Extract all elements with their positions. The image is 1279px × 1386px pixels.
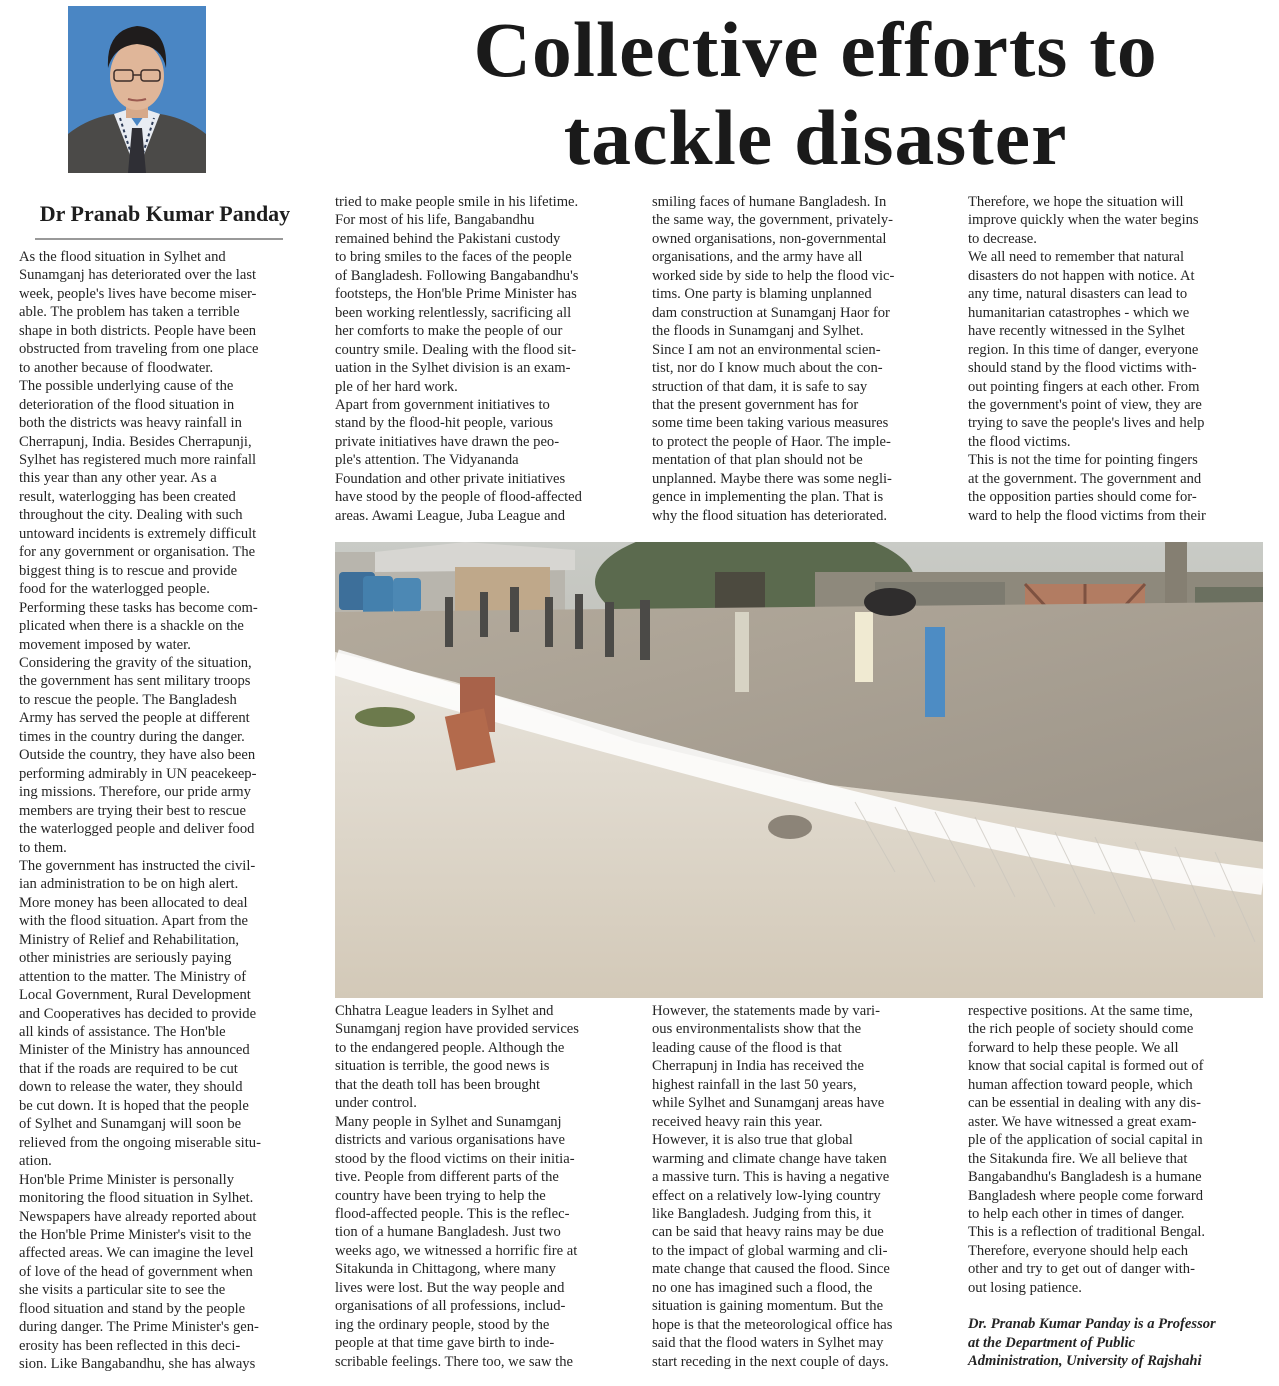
article-line: to bring smiles to the faces of the people bbox=[335, 249, 572, 266]
article-column-3-bottom bbox=[652, 1002, 952, 1371]
article-line: to another because of floodwater. bbox=[19, 359, 214, 376]
article-line: the government has sent military troops bbox=[19, 673, 251, 690]
byline-divider bbox=[35, 238, 283, 240]
article-line: to the impact of global warming and cli- bbox=[652, 1242, 888, 1259]
headline bbox=[326, 6, 1279, 182]
article-line: ing the ordinary people, stood by the bbox=[335, 1316, 550, 1333]
article-line: Sunamganj region have provided services bbox=[335, 1021, 579, 1038]
article-line: this year than any other year. As a bbox=[19, 470, 217, 487]
article-line: hope is that the meteorological office has bbox=[652, 1316, 893, 1333]
article-line: mentation of that plan should not be bbox=[652, 452, 863, 469]
article-line: performing admirably in UN peacekeep- bbox=[19, 765, 257, 782]
article-line: country smile. Dealing with the flood sit- bbox=[335, 341, 577, 358]
article-line: stood by the flood victims on their initia- bbox=[335, 1150, 575, 1167]
article-line: smiling faces of humane Bangladesh. In bbox=[652, 194, 887, 210]
article-line: However, the statements made by vari- bbox=[652, 1003, 880, 1019]
article-line: throughout the city. Dealing with such bbox=[19, 507, 243, 524]
article-line: Outside the country, they have also been bbox=[19, 747, 256, 764]
article-line: Minister of the Ministry has announced bbox=[19, 1042, 250, 1059]
article-line: aster. We have witnessed a great exam- bbox=[968, 1113, 1197, 1130]
article-line: owned organisations, non-governmental bbox=[652, 230, 887, 247]
article-line: at the government. The government and bbox=[968, 470, 1202, 487]
article-line: ward to help the flood victims from their bbox=[968, 507, 1206, 524]
article-line: Sitakunda in Chittagong, where many bbox=[335, 1261, 556, 1278]
article-line: the opposition parties should come for- bbox=[968, 489, 1197, 506]
article-line: the Hon'ble Prime Minister's visit to the bbox=[19, 1227, 252, 1244]
article-line: and Cooperatives has decided to provide bbox=[19, 1005, 257, 1022]
article-line: tist, nor do I know much about the con- bbox=[652, 360, 883, 377]
article-line: For most of his life, Bangabandhu bbox=[335, 212, 535, 229]
article-line: Bangabandhu's Bangladesh is a humane bbox=[968, 1169, 1202, 1186]
article-line: the government's point of view, they are bbox=[968, 396, 1202, 413]
article-line: improve quickly when the water begins bbox=[968, 212, 1199, 229]
article-line: both the districts was heavy rainfall in bbox=[19, 415, 242, 432]
article-line: flood-affected people. This is the reflec- bbox=[335, 1205, 570, 1222]
article-line: she visits a particular site to see the bbox=[19, 1282, 226, 1299]
article-line: Considering the gravity of the situation, bbox=[19, 654, 252, 671]
article-line: the waterlogged people and deliver food bbox=[19, 821, 255, 838]
article-line: stand by the flood-hit people, various bbox=[335, 415, 554, 432]
article-line: unplanned. Maybe there was some negli- bbox=[652, 470, 892, 487]
article-line: to the endangered people. Although the bbox=[335, 1039, 565, 1056]
article-line: week, people's lives have become miser- bbox=[19, 285, 257, 302]
article-line: Army has served the people at different bbox=[19, 710, 250, 727]
article-line: As the flood situation in Sylhet and bbox=[19, 249, 226, 265]
article-line: can be essential in dealing with any dis- bbox=[968, 1095, 1202, 1112]
credit-line: at the Department of Public bbox=[968, 1334, 1136, 1351]
article-line: why the flood situation has deteriorated. bbox=[652, 507, 888, 524]
credit-spacer bbox=[968, 1297, 1268, 1315]
article-line: Local Government, Rural Development bbox=[19, 987, 251, 1004]
article-line: ing missions. Therefore, our pride army bbox=[19, 784, 251, 801]
article-line: the Sitakunda fire. We all believe that bbox=[968, 1150, 1188, 1167]
article-line: Ministry of Relief and Rehabilitation, bbox=[19, 931, 240, 948]
article-line: start receding in the next couple of days. bbox=[652, 1353, 889, 1370]
article-line: struction of that dam, it is safe to say bbox=[652, 378, 868, 395]
article-column-2-bottom bbox=[335, 1002, 635, 1371]
article-line: sion. Like Bangabandhu, she has always bbox=[19, 1356, 256, 1373]
article-line: ple of the application of social capital in bbox=[968, 1132, 1203, 1149]
article-line: ple's attention. The Vidyananda bbox=[335, 452, 519, 469]
article-line: districts and various organisations have bbox=[335, 1132, 565, 1149]
article-line: can be said that heavy rains may be due bbox=[652, 1224, 884, 1241]
article-line: organisations of all professions, includ- bbox=[335, 1298, 566, 1315]
article-line: to help each other in times of danger. bbox=[968, 1205, 1185, 1222]
article-line: affected areas. We can imagine the level bbox=[19, 1245, 254, 1262]
article-line: Since I am not an environmental scien- bbox=[652, 341, 881, 358]
article-line: her comforts to make the people of our bbox=[335, 323, 563, 340]
article-line: Therefore, we hope the situation will bbox=[968, 194, 1184, 210]
article-line: Cherrapunj in India has received the bbox=[652, 1058, 864, 1075]
article-line: remained behind the Pakistani custody bbox=[335, 230, 561, 247]
article-line: untoward incidents is extremely difficult bbox=[19, 525, 257, 542]
article-line: movement imposed by water. bbox=[19, 636, 191, 653]
article-line: relieved from the ongoing miserable situ- bbox=[19, 1134, 261, 1151]
article-line: Chhatra League leaders in Sylhet and bbox=[335, 1003, 554, 1019]
article-column-4-bottom bbox=[968, 1002, 1268, 1371]
article-line: humanitarian catastrophes - which we bbox=[968, 304, 1190, 321]
article-line: leading cause of the flood is that bbox=[652, 1039, 842, 1056]
article-line: that if the roads are required to be cut bbox=[19, 1060, 238, 1077]
article-line: should stand by the flood victims with- bbox=[968, 360, 1197, 377]
article-line: Sylhet has registered much more rainfall bbox=[19, 451, 257, 468]
article-line: dam construction at Sunamganj Haor for bbox=[652, 304, 890, 321]
article-line: other and try to get out of danger with- bbox=[968, 1261, 1195, 1278]
article-line: Bangladesh where people come forward bbox=[968, 1187, 1204, 1204]
author-credit bbox=[968, 1315, 1268, 1370]
article-line: warming and climate change have taken bbox=[652, 1150, 887, 1167]
article-line: obstructed from traveling from one place bbox=[19, 341, 259, 358]
article-line: said that the flood waters in Sylhet may bbox=[652, 1335, 884, 1352]
article-line: out pointing fingers at each other. From bbox=[968, 378, 1200, 395]
article-line: result, waterlogging has been created bbox=[19, 488, 236, 505]
article-line: the same way, the government, privately- bbox=[652, 212, 893, 229]
article-line: mate change that caused the flood. Since bbox=[652, 1261, 890, 1278]
article-line: to protect the people of Haor. The imple- bbox=[652, 433, 891, 450]
article-line: down to release the water, they should bbox=[19, 1079, 243, 1096]
article-line: deterioration of the flood situation in bbox=[19, 396, 235, 413]
flood-street-photo-icon bbox=[335, 542, 1263, 998]
article-line: disasters do not happen with notice. At bbox=[968, 267, 1195, 284]
headline-line-2: tackle disaster bbox=[563, 94, 1068, 181]
article-line: human affection toward people, which bbox=[968, 1076, 1193, 1093]
article-line: More money has been allocated to deal bbox=[19, 894, 248, 911]
article-line: like Bangladesh. Judging from this, it bbox=[652, 1205, 872, 1222]
article-line: of Sylhet and Sunamganj will soon be bbox=[19, 1116, 242, 1133]
headline-line-1: Collective efforts to bbox=[473, 6, 1158, 93]
article-line: uation in the Sylhet division is an exam- bbox=[335, 360, 571, 377]
article-line: areas. Awami League, Juba League and bbox=[335, 507, 566, 524]
article-line: the floods in Sunamganj and Sylhet. bbox=[652, 323, 864, 340]
credit-line: Administration, University of Rajshahi bbox=[968, 1353, 1202, 1370]
author-portrait bbox=[68, 6, 206, 173]
article-line: out losing patience. bbox=[968, 1279, 1082, 1296]
article-line: This is a reflection of traditional Bengal. bbox=[968, 1224, 1206, 1241]
article-line: received heavy rain this year. bbox=[652, 1113, 823, 1130]
article-column-3-top bbox=[652, 193, 952, 525]
article-line: been working relentlessly, sacrificing all bbox=[335, 304, 572, 321]
article-line: Many people in Sylhet and Sunamganj bbox=[335, 1113, 562, 1130]
article-line: Hon'ble Prime Minister is personally bbox=[19, 1171, 235, 1188]
article-line: situation is gaining momentum. But the bbox=[652, 1298, 884, 1315]
article-line: erosity has been reflected in this deci- bbox=[19, 1337, 241, 1354]
article-line: that the present government has for bbox=[652, 396, 859, 413]
article-line: flood situation and stand by the people bbox=[19, 1300, 246, 1317]
article-line: region. In this time of danger, everyone bbox=[968, 341, 1199, 358]
article-line: be cut down. It is hoped that the people bbox=[19, 1097, 249, 1114]
article-line: private initiatives have drawn the peo- bbox=[335, 433, 560, 450]
article-line: to rescue the people. The Bangladesh bbox=[19, 691, 237, 708]
article-line: highest rainfall in the last 50 years, bbox=[652, 1076, 857, 1093]
article-line: no one has imagined such a flood, the bbox=[652, 1279, 873, 1296]
article-line: shape in both districts. People have been bbox=[19, 322, 257, 339]
article-line: worked side by side to help the flood vic- bbox=[652, 267, 895, 284]
article-line: members are trying their best to rescue bbox=[19, 802, 246, 819]
article-line: while Sylhet and Sunamganj areas have bbox=[652, 1095, 885, 1112]
article-column-4-top bbox=[968, 193, 1268, 525]
article-line: able. The problem has taken a terrible bbox=[19, 304, 240, 321]
article-line: of Bangladesh. Following Bangabandhu's bbox=[335, 267, 579, 284]
article-line: tive. People from different parts of the bbox=[335, 1169, 559, 1186]
article-line: other ministries are seriously paying bbox=[19, 950, 232, 967]
flood-photo bbox=[335, 542, 1263, 998]
article-line: The government has instructed the civil- bbox=[19, 857, 256, 874]
article-line: respective positions. At the same time, bbox=[968, 1003, 1193, 1019]
article-line: organisations, and the army have all bbox=[652, 249, 863, 266]
article-line: all kinds of assistance. The Hon'ble bbox=[19, 1024, 226, 1041]
article-line: Apart from government initiatives to bbox=[335, 396, 550, 413]
article-line: to decrease. bbox=[968, 230, 1037, 247]
article-line: any time, natural disasters can lead to bbox=[968, 286, 1188, 303]
article-line: that the death toll has been brought bbox=[335, 1076, 541, 1093]
author-byline: Dr Pranab Kumar Panday bbox=[39, 201, 291, 226]
article-line: of love of the head of government when bbox=[19, 1263, 253, 1280]
article-line: ple of her hard work. bbox=[335, 378, 458, 395]
article-line: food for the waterlogged people. bbox=[19, 581, 210, 598]
article-line: monitoring the flood situation in Sylhet. bbox=[19, 1190, 254, 1207]
article-line: Foundation and other private initiatives bbox=[335, 470, 566, 487]
article-line: This is not the time for pointing fingers bbox=[968, 452, 1198, 469]
article-line: have recently witnessed in the Sylhet bbox=[968, 323, 1185, 340]
article-line: situation is terrible, the good news is bbox=[335, 1058, 550, 1075]
article-line: forward to help these people. We all bbox=[968, 1039, 1179, 1056]
article-line: The possible underlying cause of the bbox=[19, 378, 234, 395]
article-line: the flood victims. bbox=[968, 433, 1071, 450]
article-line: plicated when there is a shackle on the bbox=[19, 618, 244, 635]
article-line: ian administration to be on high alert. bbox=[19, 876, 239, 893]
article-line: gence in implementing the plan. That is bbox=[652, 489, 884, 506]
article-line: scribable feelings. There too, we saw the bbox=[335, 1353, 574, 1370]
column-4-body bbox=[968, 1002, 1268, 1297]
article-line: the rich people of society should come bbox=[968, 1021, 1194, 1038]
article-line: under control. bbox=[335, 1095, 417, 1112]
article-line: Newspapers have already reported about bbox=[19, 1208, 257, 1225]
article-line: footsteps, the Hon'ble Prime Minister has bbox=[335, 286, 577, 303]
article-line: people at that time gave birth to inde- bbox=[335, 1335, 555, 1352]
article-line: We all need to remember that natural bbox=[968, 249, 1185, 266]
article-line: attention to the matter. The Ministry of bbox=[19, 968, 247, 985]
article-line: a massive turn. This is having a negative bbox=[652, 1169, 890, 1186]
article-line: ous environmentalists show that the bbox=[652, 1021, 862, 1038]
article-line: some time been taking various measures bbox=[652, 415, 889, 432]
article-line: country have been trying to help the bbox=[335, 1187, 546, 1204]
article-line: with the flood situation. Apart from the bbox=[19, 913, 249, 930]
article-line: trying to save the people's lives and help bbox=[968, 415, 1205, 432]
article-line: to them. bbox=[19, 839, 67, 856]
article-line: know that social capital is formed out of bbox=[968, 1058, 1204, 1075]
article-line: tried to make people smile in his lifetime. bbox=[335, 194, 579, 210]
credit-line: Dr. Pranab Kumar Panday is a Professor bbox=[968, 1316, 1216, 1333]
author-portrait-photo-icon bbox=[68, 6, 206, 173]
article-line: Performing these tasks has become com- bbox=[19, 599, 258, 616]
article-line: during danger. The Prime Minister's gen- bbox=[19, 1319, 259, 1336]
article-line: times in the country during the danger. bbox=[19, 728, 245, 745]
article-line: Cherrapunj, India. Besides Cherrapunji, bbox=[19, 433, 252, 450]
article-line: tims. One party is blaming unplanned bbox=[652, 286, 872, 303]
article-line: Therefore, everyone should help each bbox=[968, 1242, 1189, 1259]
article-line: effect on a relatively low-lying country bbox=[652, 1187, 881, 1204]
article-line: ation. bbox=[19, 1153, 52, 1170]
article-line: weeks ago, we witnessed a horrific fire at bbox=[335, 1242, 578, 1259]
article-column-1 bbox=[19, 248, 314, 1374]
article-line: However, it is also true that global bbox=[652, 1132, 853, 1149]
article-column-2-top bbox=[335, 193, 635, 525]
article-line: for any government or organisation. The bbox=[19, 544, 256, 561]
article-line: lives were lost. But the way people and bbox=[335, 1279, 565, 1296]
article-line: tion of a humane Bangladesh. Just two bbox=[335, 1224, 561, 1241]
article-line: have stood by the people of flood-affected bbox=[335, 489, 582, 506]
article-line: Sunamganj has deteriorated over the last bbox=[19, 267, 257, 284]
article-line: biggest thing is to rescue and provide bbox=[19, 562, 238, 579]
